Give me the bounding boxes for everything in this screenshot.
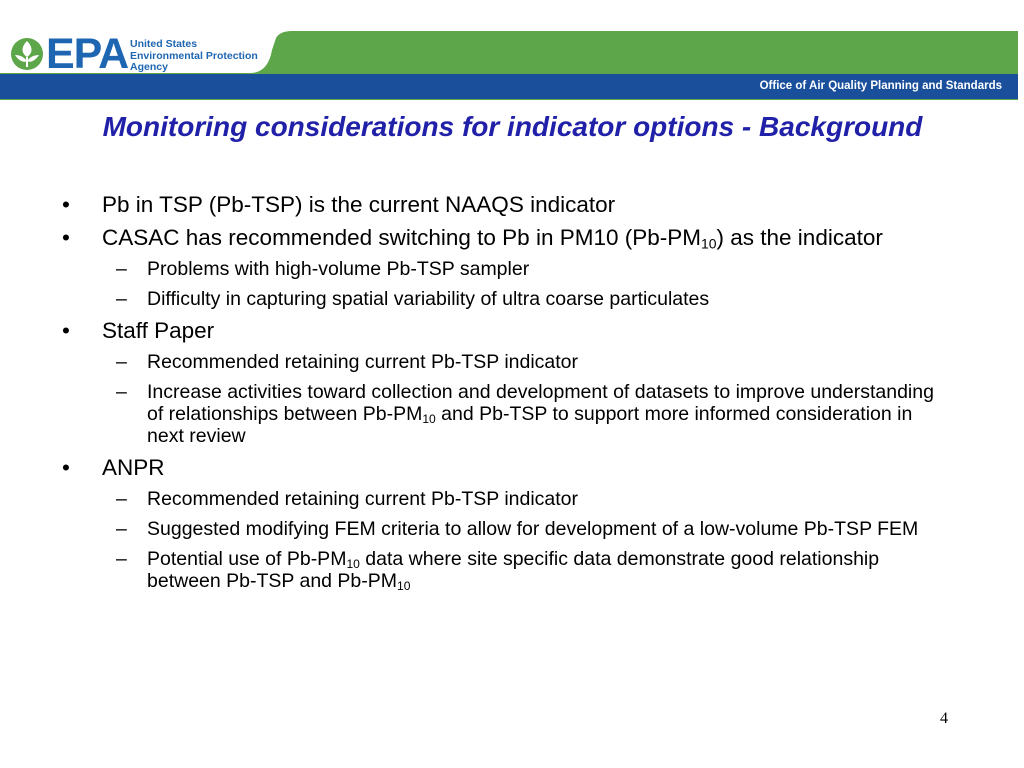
sub-bullet-text: Increase activities toward collection and development of datasets to improve understanding of relationships between $Pb-PM_{10}$ and Pb-TSP to support more informed consideration in next review (147, 381, 934, 447)
sub-bullet-marker: – (116, 351, 127, 373)
sub-bullet-item (0, 518, 1024, 540)
sub-bullet-marker: – (116, 381, 127, 403)
sub-bullet-text: Recommended retaining current Pb-TSP indicator (147, 488, 579, 510)
sub-bullet-marker: – (116, 488, 127, 510)
bullet-text: Pb in TSP (Pb-TSP) is the current NAAQS indicator (102, 192, 616, 217)
agency-line: Agency (130, 61, 168, 73)
sub-bullet-item (0, 381, 1024, 447)
bullet-text: CASAC has recommended switching to Pb in PM10 $(Pb-PM_{10})$ as the indicator (102, 225, 883, 252)
sub-bullet-text: Potential use of $Pb-PM_{10}$ data where site specific data demonstrate good relationship between Pb-TSP and $Pb-PM_{10}$ (147, 548, 880, 594)
slide-header (0, 0, 1024, 100)
agency-line: United States (130, 38, 198, 50)
bullet-text: ANPR (102, 455, 165, 480)
bullet-item (0, 318, 1024, 343)
sub-bullet-item (0, 351, 1024, 373)
bullet-item (0, 192, 1024, 217)
sub-bullet-marker: – (116, 288, 127, 310)
sub-bullet-marker: – (116, 518, 127, 540)
bullet-list (0, 192, 1024, 600)
sub-bullet-text: Problems with high-volume Pb-TSP sampler (147, 258, 530, 280)
agency-name (130, 39, 258, 74)
sub-bullet-marker: – (116, 258, 127, 280)
sub-bullet-marker: – (116, 548, 127, 570)
slide-title: Monitoring considerations for indicator options - Background (102, 111, 923, 142)
page-number: 4 (940, 710, 948, 727)
bullet-text: Staff Paper (102, 318, 215, 343)
office-name: Office of Air Quality Planning and Standards (759, 80, 1002, 92)
sub-bullet-item (0, 548, 1024, 592)
bullet-marker: • (62, 192, 70, 217)
sub-bullet-text: Suggested modifying FEM criteria to allow for development of a low-volume Pb-TSP FEM (147, 518, 919, 540)
sub-bullet-text: Recommended retaining current Pb-TSP indicator (147, 351, 579, 373)
sub-bullet-item (0, 488, 1024, 510)
epa-logo-wordmark: EPA (46, 30, 129, 78)
bullet-marker: • (62, 225, 70, 250)
bullet-marker: • (62, 455, 70, 480)
sub-bullet-item (0, 288, 1024, 310)
sub-bullet-item (0, 258, 1024, 280)
bullet-item (0, 225, 1024, 250)
bullet-item (0, 455, 1024, 480)
agency-line: Environmental Protection (130, 49, 258, 62)
bullet-marker: • (62, 318, 70, 343)
sub-bullet-text: Difficulty in capturing spatial variability of ultra coarse particulates (147, 288, 710, 310)
epa-flower-icon (10, 37, 44, 71)
